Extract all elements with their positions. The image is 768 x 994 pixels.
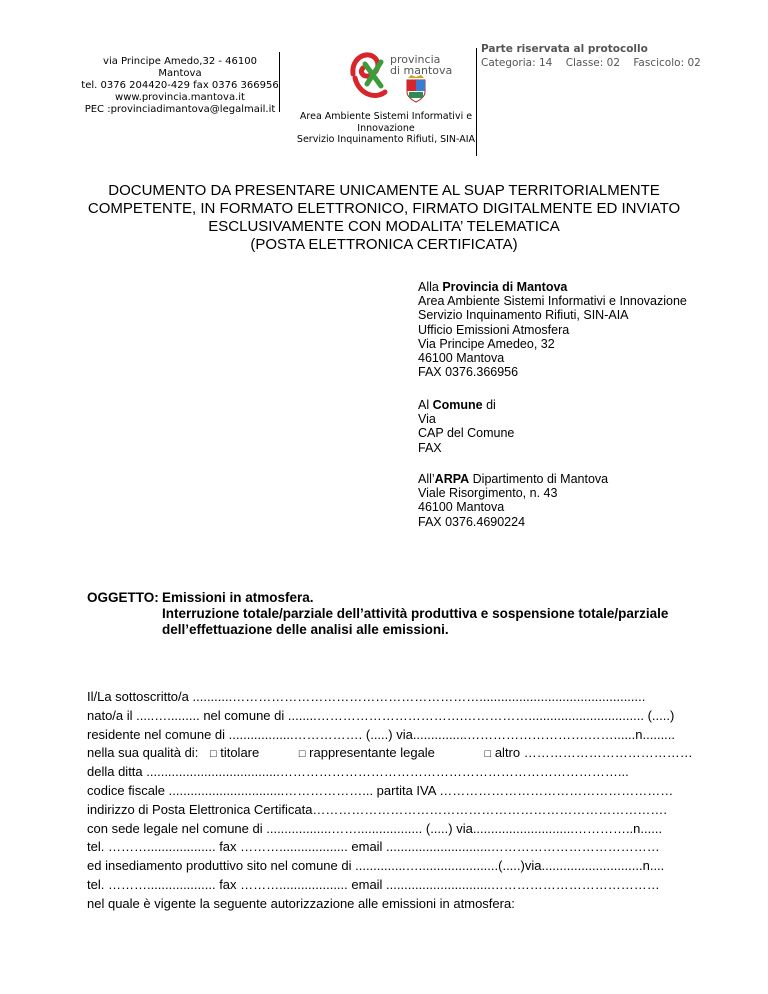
form-line-insediamento[interactable]: ed insediamento produttivo sito nel comune di ..............…......................(.....)via............................n.... [87, 858, 665, 874]
recipient-prefix: Alla [418, 280, 443, 294]
form-line-pec[interactable]: indirizzo di Posta Elettronica Certificata………………………………………………………………………. [87, 801, 668, 817]
form-line-tel-insediamento[interactable]: tel. ………................... fax ………................... email .............................………………………………… [87, 876, 660, 892]
form-line-sede-legale[interactable]: con sede legale nel comune di ..................…….................. (.....) via............................…………..n...... [87, 820, 663, 836]
department-line-2: Innovazione [357, 122, 415, 134]
logo-text-mantova: di mantova [390, 64, 453, 77]
checkbox-rappresentante[interactable] [299, 745, 435, 760]
recipient-line: Ufficio Emissioni Atmosfera [418, 322, 570, 337]
subject-label: OGGETTO: [87, 590, 159, 605]
form-line-codice-fiscale[interactable]: codice fiscale ................................………………... partita IVA ……………………………………………… [87, 782, 674, 798]
recipient-provincia [418, 280, 687, 379]
subject-line-3: dell’effettuazione delle analisi alle emissioni. [162, 622, 449, 637]
form-line-sottoscritto[interactable]: Il/La sottoscritto/a ...........………………………………………………….............................................. [87, 689, 646, 704]
recipient-suffix: Dipartimento di Mantova [469, 472, 609, 486]
recipient-line: Servizio Inquinamento Rifiuti, SIN-AIA [418, 308, 629, 323]
recipient-line: CAP del Comune [418, 426, 515, 441]
document-heading [60, 182, 708, 254]
department-line-1: Area Ambiente Sistemi Informativi e [299, 111, 473, 122]
checkbox-icon: □ [484, 748, 492, 761]
header-divider-left [279, 52, 280, 112]
recipient-comune-title [418, 398, 514, 412]
protocol-block [481, 42, 711, 70]
logo-text-provincia: provincia [390, 53, 441, 66]
protocol-fascicolo: Fascicolo: 02 [633, 57, 701, 69]
checkbox-titolare-label: titolare [220, 745, 260, 761]
form-line-nato[interactable]: nato/a il .....…......... nel comune di ........…………………………….……………................................ (.....) [87, 707, 675, 723]
heading-line-2: COMPETENTE, IN FORMATO ELETTRONICO, FIRMATO DIGITALMENTE ED INVIATO [87, 200, 681, 217]
checkbox-icon: □ [209, 748, 217, 761]
recipient-line: Via Principe Amedeo, 32 [418, 336, 555, 351]
recipient-name: Provincia di Mantova [442, 280, 568, 294]
recipient-name: ARPA [434, 472, 470, 486]
recipient-line: 46100 Mantova [418, 351, 505, 366]
heading-line-3: ESCLUSIVAMENTE CON MODALITA’ TELEMATICA [208, 218, 560, 235]
checkbox-icon: □ [298, 748, 306, 761]
recipient-suffix: di [482, 398, 496, 412]
recipient-line: FAX 0376.4690224 [418, 514, 526, 529]
protocol-meta [481, 56, 711, 70]
header-phone: tel. 0376 204420-429 fax 0376 366956 [81, 80, 279, 91]
recipient-prefix: All’ [418, 472, 435, 486]
checkbox-rappresentante-label: rappresentante legale [309, 745, 435, 761]
checkbox-altro[interactable] [485, 745, 693, 760]
form-line-qualita [87, 744, 697, 763]
recipient-provincia-title [418, 280, 687, 294]
qualita-label: nella sua qualità di: [87, 745, 199, 761]
recipient-name: Comune [432, 398, 483, 412]
recipient-line: Viale Risorgimento, n. 43 [418, 486, 558, 501]
recipient-line: 46100 Mantova [418, 500, 505, 515]
header-pec: PEC :provinciadimantova@legalmail.it [84, 104, 276, 115]
form-line-autorizzazione: nel quale è vigente la seguente autorizzazione alle emissioni in atmosfera: [87, 895, 515, 911]
checkbox-altro-label: altro ………………………………… [494, 745, 693, 761]
subject-line-1: Emissioni in atmosfera. [162, 590, 314, 605]
recipient-arpa [418, 472, 608, 529]
recipient-line: FAX [418, 440, 442, 455]
form-line-residente[interactable]: residente nel comune di ..................……………. (.....) via...............……………………….……......n......... [87, 726, 676, 742]
form-line-tel-sede[interactable]: tel. ………................... fax ………................... email .............................………………………………… [87, 839, 660, 855]
logo-wordmark [390, 54, 452, 76]
subject-line-2: Interruzione totale/parziale dell’attività produttiva e sospensione totale/parziale [162, 606, 669, 621]
protocol-title: Parte riservata al protocollo [481, 43, 648, 55]
recipient-comune [418, 398, 514, 455]
applicant-form [87, 688, 697, 914]
recipient-line: Area Ambiente Sistemi Informativi e Innovazione [418, 294, 687, 309]
header-website: www.provincia.mantova.it [115, 92, 245, 103]
protocol-categoria: Categoria: 14 [481, 57, 553, 69]
heading-line-4: (POSTA ELETTRONICA CERTIFICATA) [250, 236, 518, 253]
header-address: via Principe Amedo,32 - 46100 Mantova [103, 56, 257, 79]
recipient-line: Via [418, 412, 436, 427]
department-block [296, 111, 476, 146]
header-divider-right [476, 48, 477, 156]
checkbox-titolare[interactable] [210, 745, 259, 760]
protocol-classe: Classe: 02 [565, 57, 621, 69]
recipient-line: FAX 0376.366956 [418, 365, 519, 380]
heading-line-1: DOCUMENTO DA PRESENTARE UNICAMENTE AL SUAP TERRITORIALMENTE [108, 182, 660, 199]
subject-text [162, 590, 702, 638]
recipient-arpa-title [418, 472, 608, 486]
department-line-3: Servizio Inquinamento Rifiuti, SIN-AIA [296, 134, 476, 145]
form-line-ditta[interactable]: della ditta .....................................……………………………………………………………………... [87, 764, 629, 780]
recipient-prefix: Al [418, 398, 433, 412]
header-contact-block [80, 56, 280, 116]
